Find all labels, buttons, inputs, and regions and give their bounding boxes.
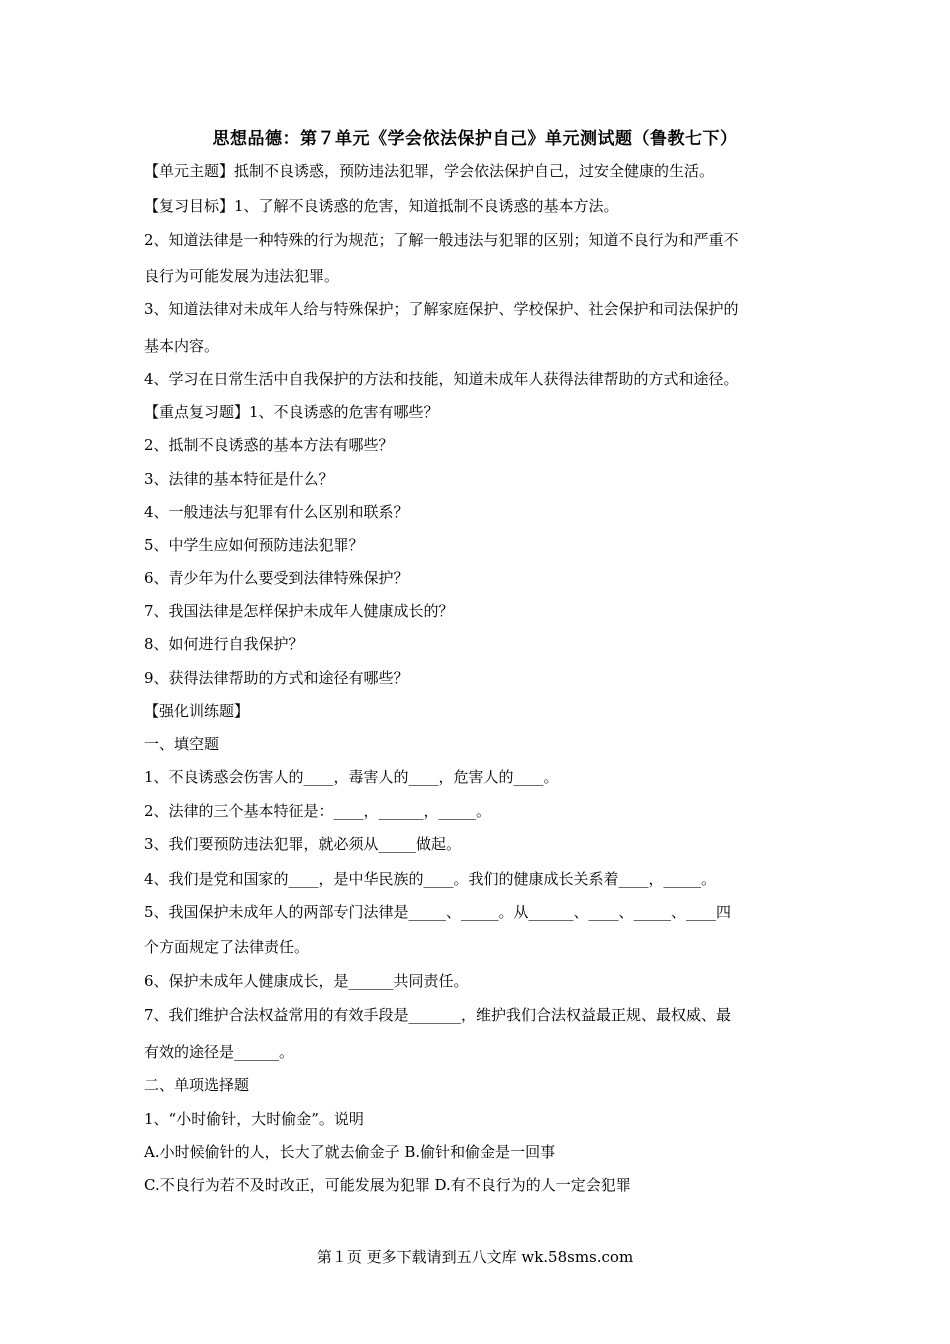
choice-question-1: 1、“小时偷针，大时偷金”。说明 <box>144 1110 364 1128</box>
key-question-5: 5、中学生应如何预防违法犯罪？ <box>144 536 364 554</box>
section-heading-training: 【强化训练题】 <box>144 702 250 720</box>
review-goal-line-2-cont: 良行为可能发展为违法犯罪。 <box>144 267 340 285</box>
review-goal-line-3: 3、知道法律对未成年人给与特殊保护；了解家庭保护、学校保护、社会保护和司法保护的 <box>144 300 739 318</box>
review-goal-line-3-cont: 基本内容。 <box>144 337 220 355</box>
key-question-7: 7、我国法律是怎样保护未成年人健康成长的？ <box>144 602 454 620</box>
key-question-3: 3、法律的基本特征是什么？ <box>144 470 334 488</box>
review-goal-line-2: 2、知道法律是一种特殊的行为规范；了解一般违法与犯罪的区别；知道不良行为和严重不 <box>144 231 739 249</box>
choice-options-a-b: A.小时候偷针的人，长大了就去偷金子 B.偷针和偷金是一回事 <box>144 1143 556 1161</box>
fill-blank-question-7-cont: 有效的途径是______。 <box>144 1043 295 1061</box>
key-question-4: 4、一般违法与犯罪有什么区别和联系？ <box>144 503 409 521</box>
choice-options-c-d: C.不良行为若不及时改正，可能发展为犯罪 D.有不良行为的人一定会犯罪 <box>144 1176 631 1194</box>
key-question-6: 6、青少年为什么要受到法律特殊保护？ <box>144 569 409 587</box>
review-goal-line-4: 4、学习在日常生活中自我保护的方法和技能，知道未成年人获得法律帮助的方式和途径。 <box>144 370 739 388</box>
unit-theme-line: 【单元主题】抵制不良诱惑，预防违法犯罪，学会依法保护自己，过安全健康的生活。 <box>144 162 715 180</box>
fill-blank-question-5: 5、我国保护未成年人的两部专门法律是_____、_____。从______、____、_____、____四 <box>144 903 732 921</box>
fill-blank-question-3: 3、我们要预防违法犯罪，就必须从_____做起。 <box>144 835 462 853</box>
fill-blank-question-4: 4、我们是党和国家的____，是中华民族的____。我们的健康成长关系着____，_____。 <box>144 870 717 888</box>
fill-blank-question-5-cont: 个方面规定了法律责任。 <box>144 938 310 956</box>
section-heading-single-choice: 二、单项选择题 <box>144 1076 250 1094</box>
fill-blank-question-6: 6、保护未成年人健康成长，是______共同责任。 <box>144 972 469 990</box>
fill-blank-question-1: 1、不良诱惑会伤害人的____，毒害人的____，危害人的____。 <box>144 768 559 786</box>
review-goal-line-1: 【复习目标】1、了解不良诱惑的危害，知道抵制不良诱惑的基本方法。 <box>144 197 619 215</box>
section-heading-fill-blank: 一、填空题 <box>144 735 220 753</box>
key-question-9: 9、获得法律帮助的方式和途径有哪些？ <box>144 669 409 687</box>
fill-blank-question-7: 7、我们维护合法权益常用的有效手段是_______，维护我们合法权益最正规、最权威、最 <box>144 1006 732 1024</box>
key-question-2: 2、抵制不良诱惑的基本方法有哪些？ <box>144 436 394 454</box>
fill-blank-question-2: 2、法律的三个基本特征是：____，______，_____。 <box>144 802 492 820</box>
key-question-8: 8、如何进行自我保护？ <box>144 635 304 653</box>
page-footer: 第１页 更多下载请到五八文库 wk.58sms.com <box>316 1248 634 1266</box>
key-question-1: 【重点复习题】1、不良诱惑的危害有哪些？ <box>144 403 439 421</box>
document-title: 思想品德：第７单元《学会依法保护自己》单元测试题（鲁教七下） <box>212 129 738 149</box>
